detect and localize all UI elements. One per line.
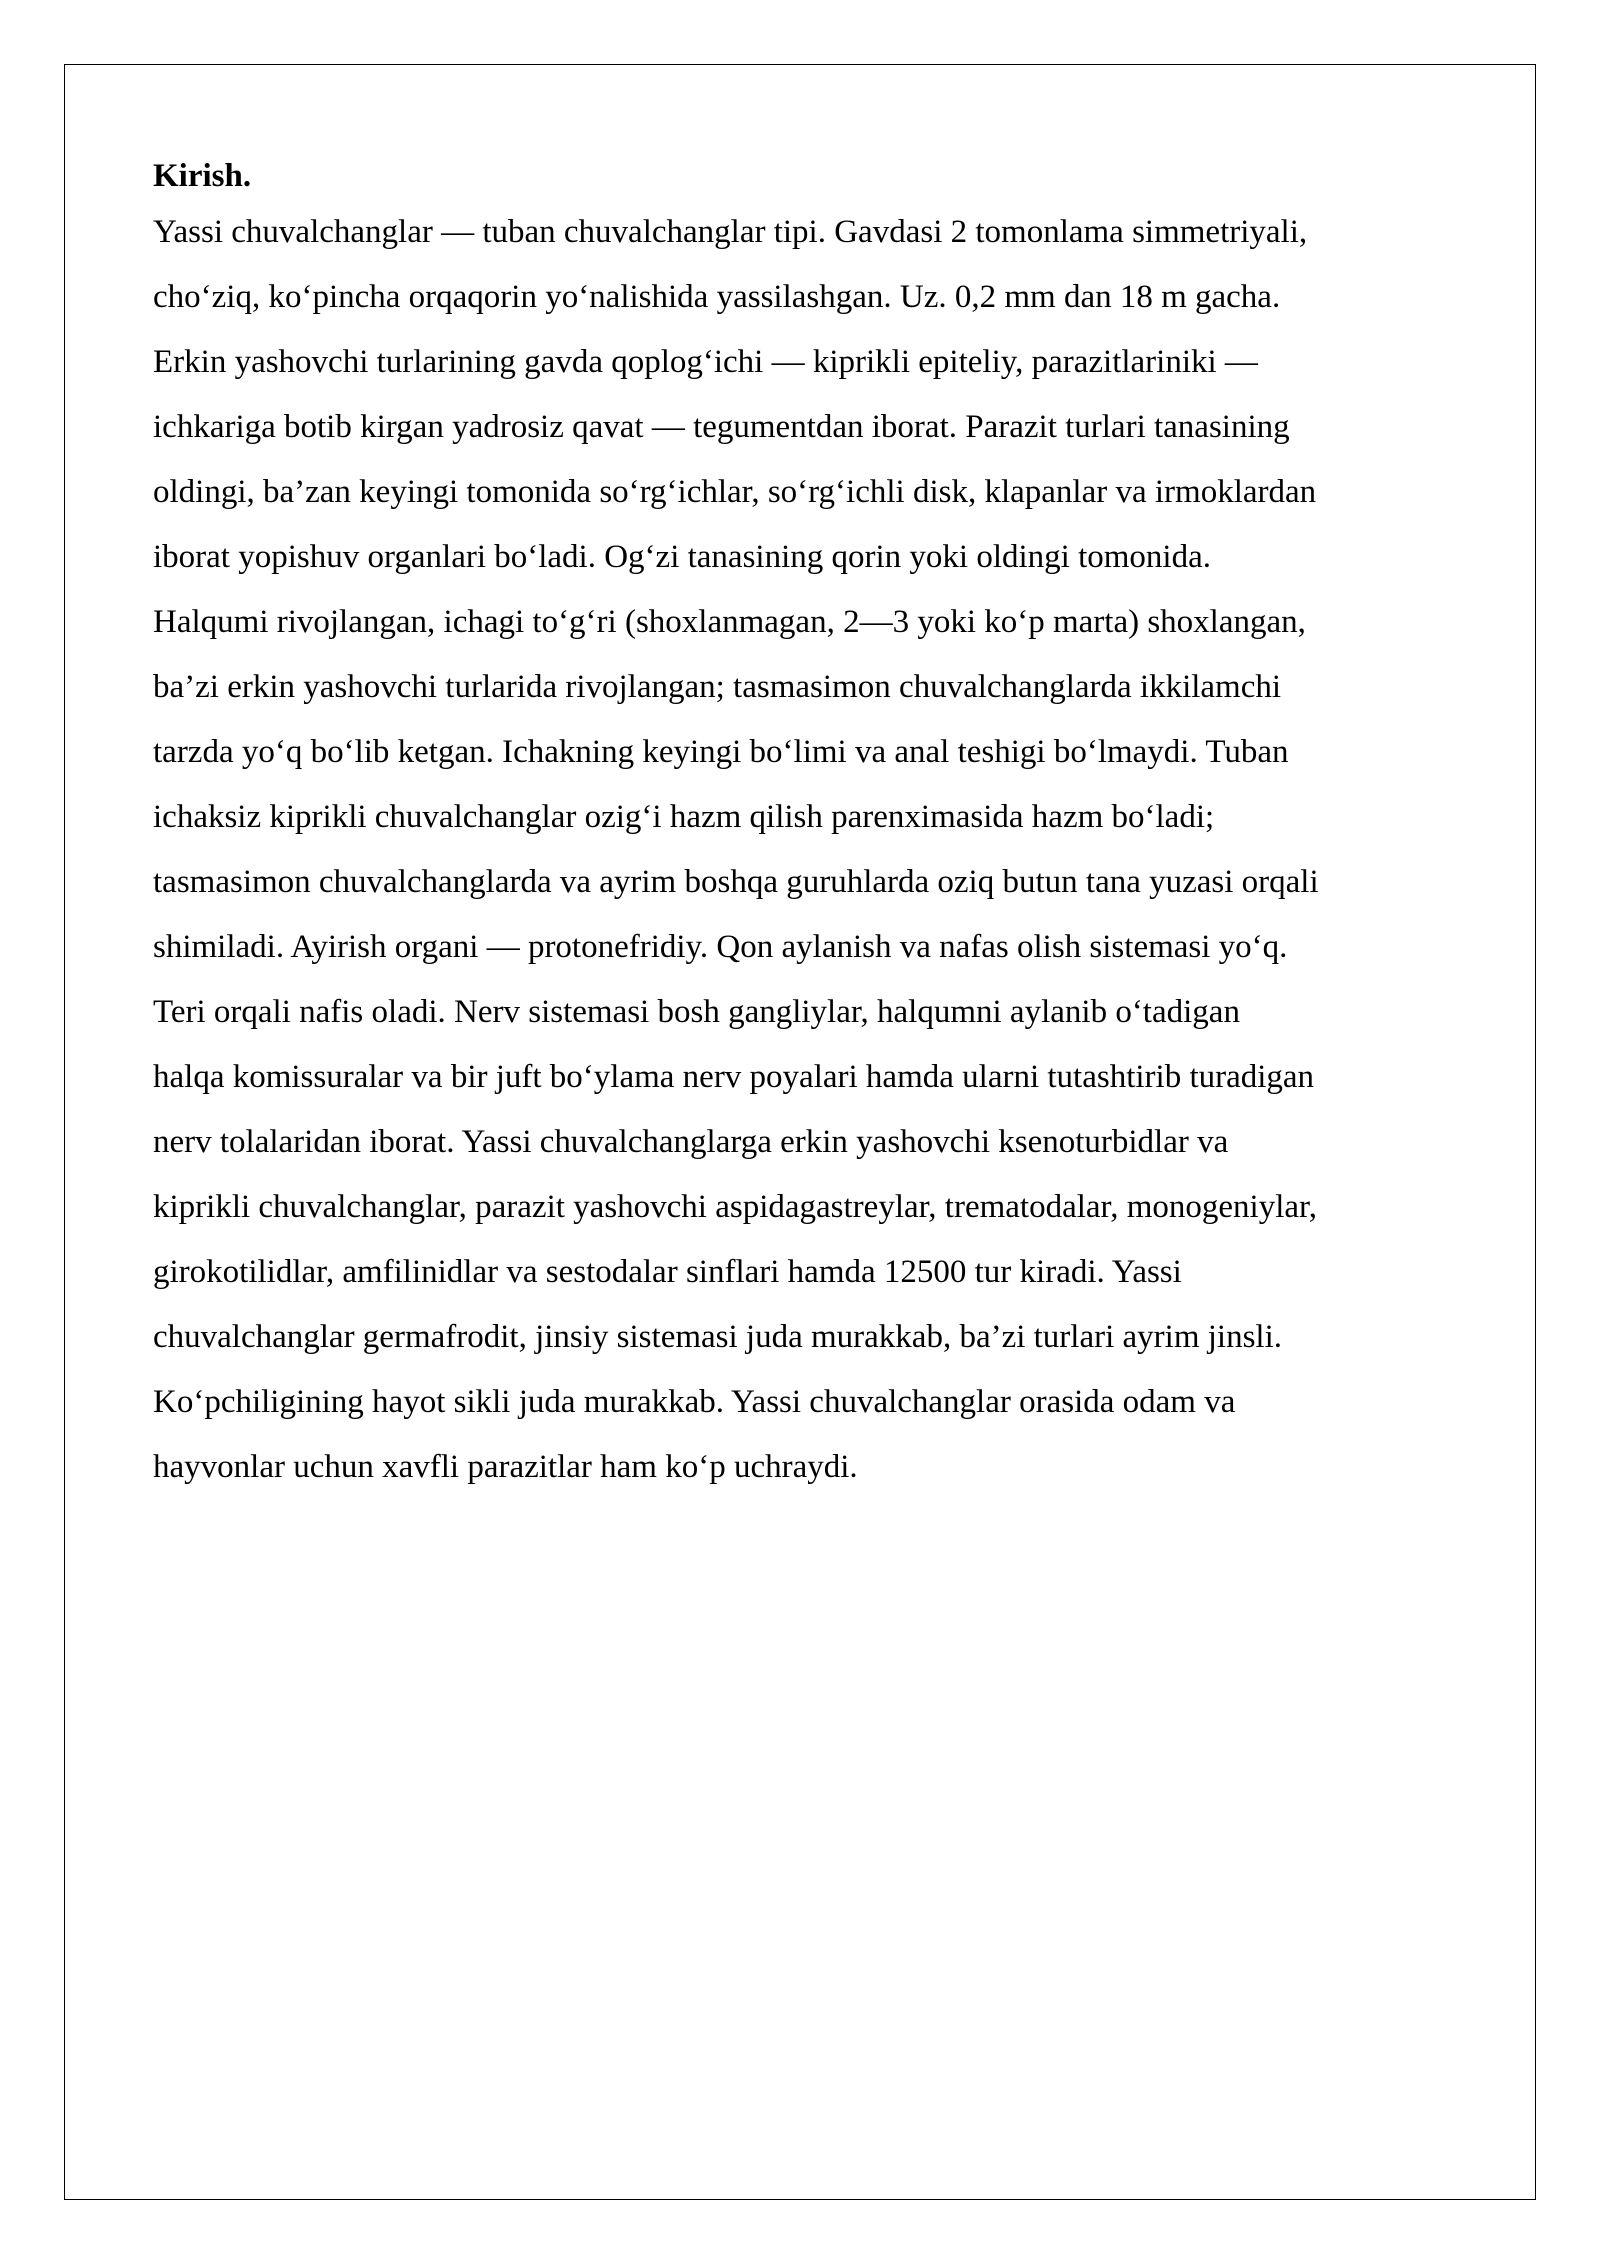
text-line: Yassi chuvalchanglar — tuban chuvalchanglar tipi. Gavdasi 2 tomonlama simmetriyali, — [153, 214, 1308, 250]
text-line: tarzda yoʻq boʻlib ketgan. Ichakning keyingi boʻlimi va anal teshigi boʻlmaydi. Tuban — [153, 734, 1289, 770]
text-line: kiprikli chuvalchanglar, parazit yashovchi aspidagastreylar, trematodalar, monogeniylar, — [153, 1189, 1317, 1225]
text-line: nerv tolalaridan iborat. Yassi chuvalchanglarga erkin yashovchi ksenoturbidlar va — [153, 1124, 1229, 1160]
text-line: Erkin yashovchi turlarining gavda qoplogʻichi — kiprikli epiteliy, parazitlariniki — — [153, 344, 1258, 380]
text-line: shimiladi. Ayirish organi — protonefridiy. Qon aylanish va nafas olish sistemasi yoʻq. — [153, 929, 1288, 965]
main-paragraph — [153, 200, 1493, 1500]
text-line: choʻziq, koʻpincha orqaqorin yoʻnalishida yassilashgan. Uz. 0,2 mm dan 18 m gacha. — [153, 279, 1281, 315]
text-line: ichaksiz kiprikli chuvalchanglar ozigʻi hazm qilish parenximasida hazm boʻladi; — [153, 799, 1215, 835]
text-line: tasmasimon chuvalchanglarda va ayrim boshqa guruhlarda oziq butun tana yuzasi orqali — [153, 864, 1319, 900]
text-line: ba’zi erkin yashovchi turlarida rivojlangan; tasmasimon chuvalchanglarda ikkilamchi — [153, 669, 1282, 705]
text-line: hayvonlar uchun xavfli parazitlar ham koʻp uchraydi. — [153, 1449, 858, 1485]
text-line: ichkariga botib kirgan yadrosiz qavat — tegumentdan iborat. Parazit turlari tanasining — [153, 409, 1290, 445]
document-body — [153, 152, 1493, 1500]
text-line: Koʻpchiligining hayot sikli juda murakkab. Yassi chuvalchanglar orasida odam va — [153, 1384, 1236, 1420]
text-line: Halqumi rivojlangan, ichagi toʻgʻri (shoxlanmagan, 2—3 yoki koʻp marta) shoxlangan, — [153, 604, 1306, 640]
text-line: oldingi, ba’zan keyingi tomonida soʻrgʻichlar, soʻrgʻichli disk, klapanlar va irmoklardan — [153, 474, 1317, 510]
text-line: iborat yopishuv organlari boʻladi. Ogʻzi tanasining qorin yoki oldingi tomonida. — [153, 539, 1211, 575]
section-heading: Kirish. — [153, 158, 252, 194]
text-line: chuvalchanglar germafrodit, jinsiy sistemasi juda murakkab, ba’zi turlari ayrim jinsli. — [153, 1319, 1283, 1355]
text-line: girokotilidlar, amfilinidlar va sestodalar sinflari hamda 12500 tur kiradi. Yassi — [153, 1254, 1182, 1290]
text-line: Teri orqali nafis oladi. Nerv sistemasi bosh gangliylar, halqumni aylanib oʻtadigan — [153, 994, 1240, 1030]
text-line: halqa komissuralar va bir juft boʻylama nerv poyalari hamda ularni tutashtirib turadigan — [153, 1059, 1315, 1095]
